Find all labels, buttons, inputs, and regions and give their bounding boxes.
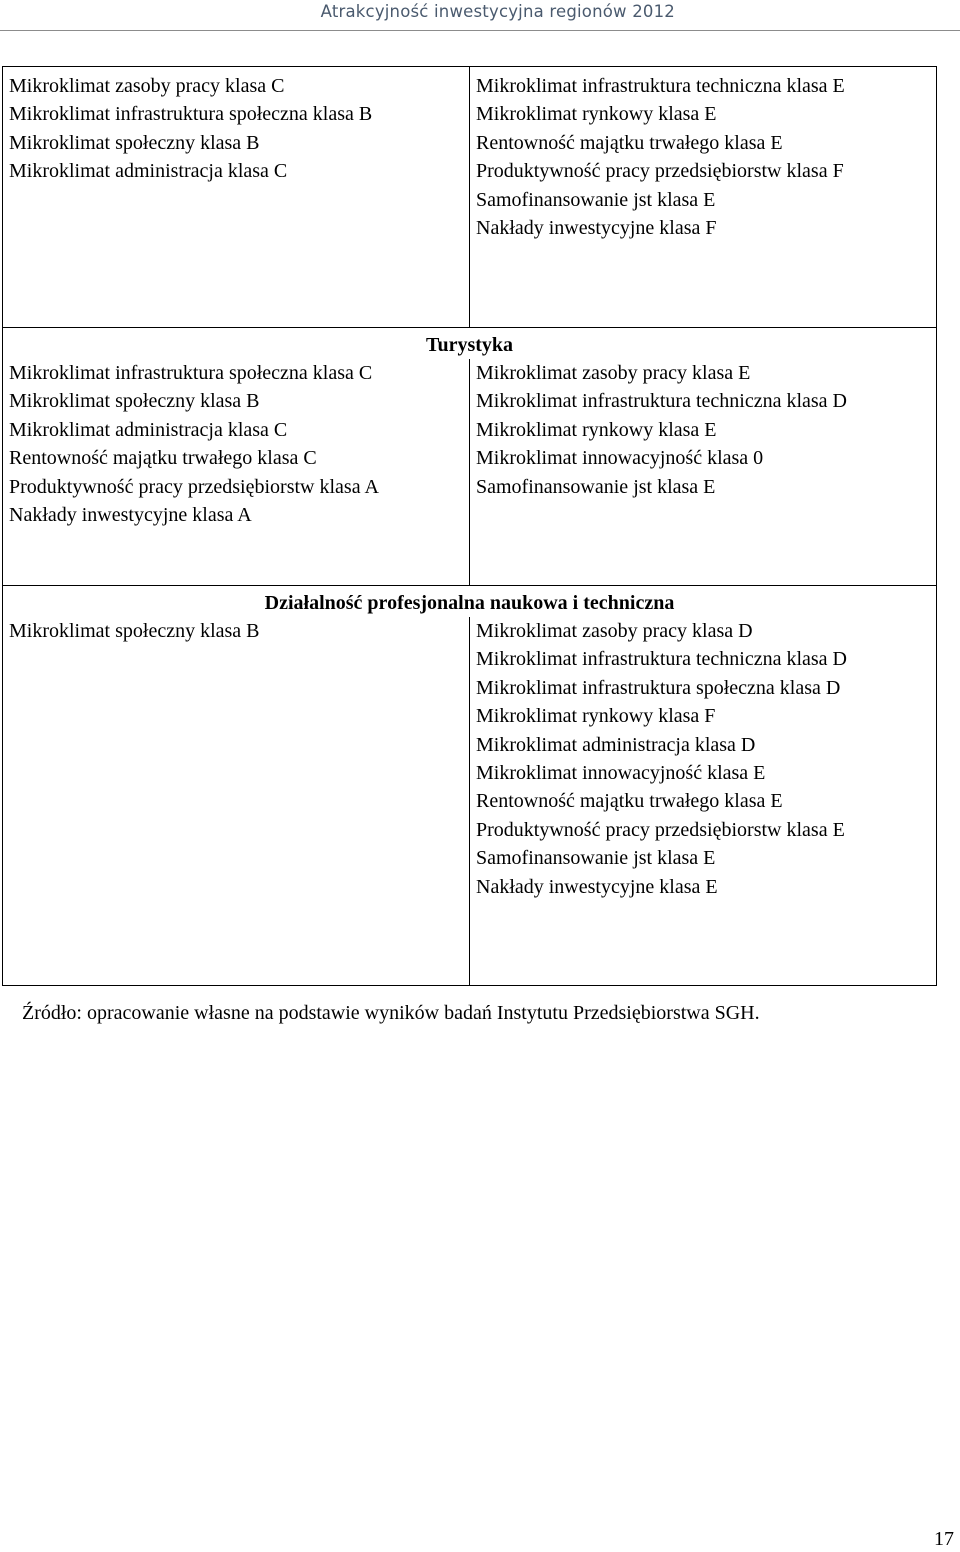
table-row bbox=[3, 617, 937, 986]
running-header-title: Atrakcyjność inwestycyjna regionów 2012 bbox=[320, 2, 675, 21]
list-item: Produktywność pracy przedsiębiorstw klasa A bbox=[9, 475, 379, 498]
source-note: Źródło: opracowanie własne na podstawie wyników badań Instytutu Przedsiębiorstwa SGH. bbox=[22, 1002, 760, 1024]
left-cell bbox=[3, 67, 470, 328]
list-item: Mikroklimat społeczny klasa B bbox=[9, 131, 260, 154]
header-divider bbox=[0, 30, 960, 31]
list-item: Mikroklimat infrastruktura techniczna klasa E bbox=[476, 75, 845, 97]
list-item: Nakłady inwestycyjne klasa F bbox=[476, 217, 717, 240]
right-cell bbox=[470, 67, 937, 328]
page-number: 17 bbox=[934, 1528, 954, 1550]
left-cell bbox=[3, 359, 470, 586]
list-item: Nakłady inwestycyjne klasa E bbox=[476, 875, 718, 898]
list-item: Rentowność majątku trwałego klasa C bbox=[9, 447, 317, 470]
list-item: Mikroklimat rynkowy klasa F bbox=[476, 705, 716, 728]
list-item: Nakłady inwestycyjne klasa A bbox=[9, 504, 252, 527]
list-item: Mikroklimat infrastruktura społeczna klasa D bbox=[476, 676, 841, 699]
section-title: Turystyka bbox=[3, 328, 937, 360]
list-item: Samofinansowanie jst klasa E bbox=[476, 847, 716, 870]
list-item: Mikroklimat infrastruktura techniczna klasa D bbox=[476, 648, 847, 671]
list-item: Samofinansowanie jst klasa E bbox=[476, 475, 716, 498]
section-header-row bbox=[3, 586, 937, 618]
list-item: Samofinansowanie jst klasa E bbox=[476, 188, 716, 211]
list-item: Rentowność majątku trwałego klasa E bbox=[476, 131, 783, 154]
list-item: Mikroklimat infrastruktura społeczna klasa C bbox=[9, 362, 373, 384]
table-row bbox=[3, 359, 937, 586]
list-item: Mikroklimat zasoby pracy klasa E bbox=[476, 362, 751, 384]
list-item: Mikroklimat administracja klasa C bbox=[9, 160, 288, 183]
left-cell bbox=[3, 617, 470, 986]
list-item: Mikroklimat zasoby pracy klasa D bbox=[476, 620, 753, 642]
list-item: Mikroklimat rynkowy klasa E bbox=[476, 103, 717, 126]
section-header-row bbox=[3, 328, 937, 360]
list-item: Produktywność pracy przedsiębiorstw klasa F bbox=[476, 160, 844, 183]
list-item: Mikroklimat infrastruktura techniczna klasa D bbox=[476, 390, 847, 413]
list-item: Mikroklimat infrastruktura społeczna klasa B bbox=[9, 103, 373, 126]
list-item: Mikroklimat zasoby pracy klasa C bbox=[9, 75, 285, 97]
right-cell bbox=[470, 617, 937, 986]
list-item: Mikroklimat innowacyjność klasa 0 bbox=[476, 447, 764, 470]
right-cell bbox=[470, 359, 937, 586]
list-item: Mikroklimat rynkowy klasa E bbox=[476, 418, 717, 441]
section-title: Działalność profesjonalna naukowa i techniczna bbox=[3, 586, 937, 618]
list-item: Mikroklimat społeczny klasa B bbox=[9, 390, 260, 413]
classification-table bbox=[2, 66, 937, 986]
list-item: Mikroklimat innowacyjność klasa E bbox=[476, 762, 766, 785]
list-item: Mikroklimat administracja klasa C bbox=[9, 418, 288, 441]
list-item: Mikroklimat społeczny klasa B bbox=[9, 620, 260, 642]
list-item: Rentowność majątku trwałego klasa E bbox=[476, 790, 783, 813]
list-item: Produktywność pracy przedsiębiorstw klasa E bbox=[476, 818, 845, 841]
list-item: Mikroklimat administracja klasa D bbox=[476, 733, 756, 756]
table-row bbox=[3, 67, 937, 328]
